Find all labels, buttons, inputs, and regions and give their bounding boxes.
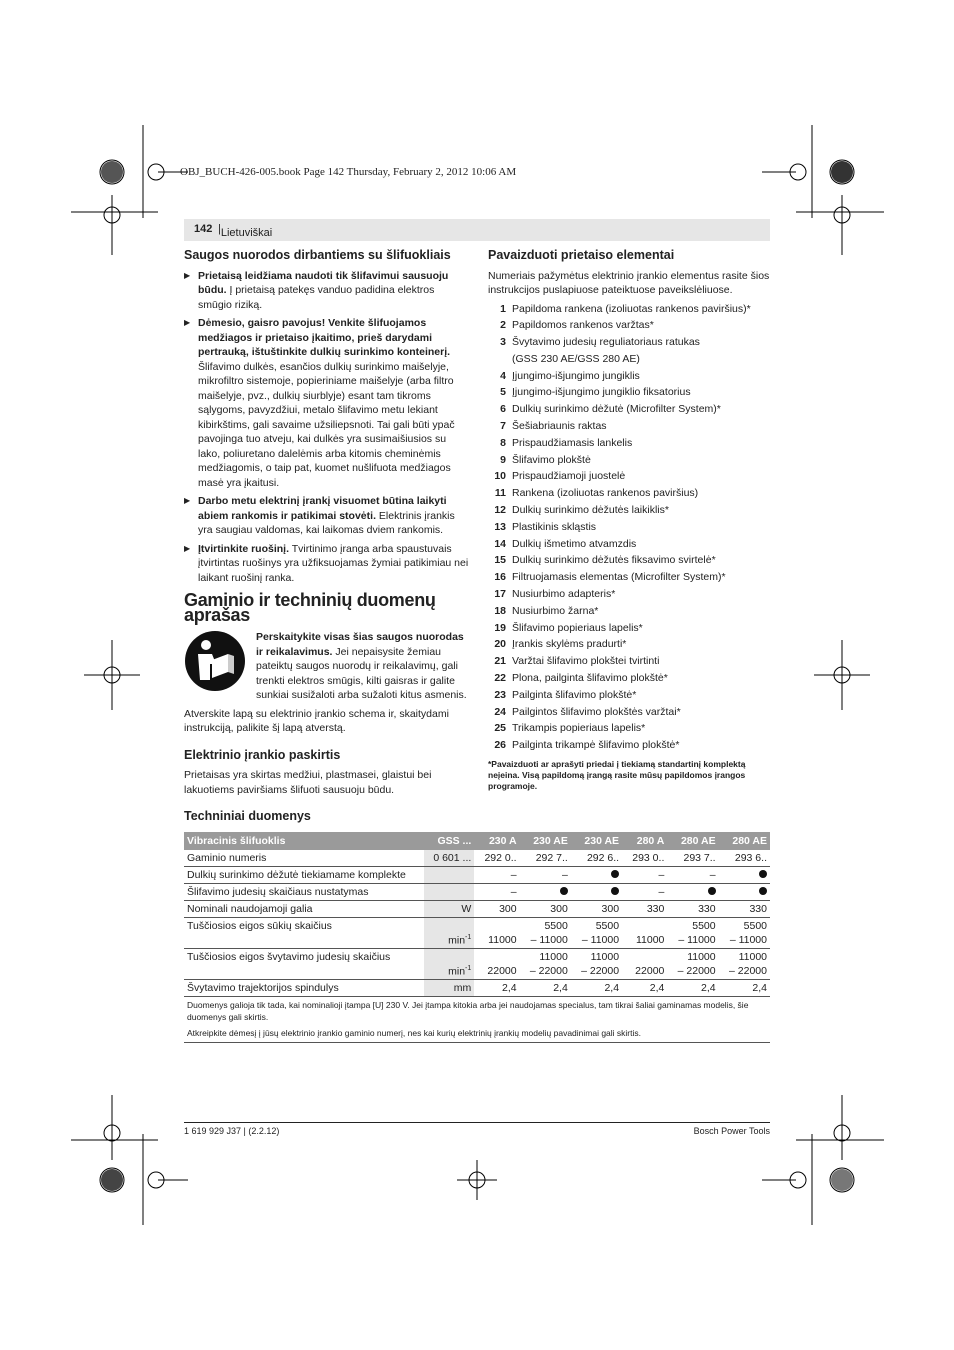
list-item: 4 Įjungimo-išjungimo jungiklis <box>500 369 640 382</box>
included-dot <box>759 887 767 895</box>
list-item: 8 Prispaudžiamasis lankelis <box>500 436 633 449</box>
bullet-secure-workpiece: ▶ Įtvirtinkite ruošinį. Tvirtinimo įranga arba spaustuvais įtvirtintas ruošinys yra užfiksuojamas žymiai patikimiau nei laikant ruošinį ranka. <box>184 542 469 586</box>
table-note-2: Atkreipkite dėmesį į jūsų elektrinio įrankio gaminio numerį, nes kai kurių elektrinių įrankių modelių pavadinimai gali skirtis. <box>184 1024 770 1043</box>
list-item: 23 Pailginta šlifavimo plokštė* <box>494 688 637 701</box>
included-dot <box>759 870 767 878</box>
left-column <box>184 248 469 801</box>
list-item: 2 Papildomos rankenos varžtas* <box>500 319 654 332</box>
list-item: 22 Plona, pailginta šlifavimo plokštė* <box>494 672 668 685</box>
tech-data-table <box>184 832 770 1043</box>
read-instructions-block: Perskaitykite visas šias saugos nuorodas ir reikalavimus. Jei nepaisysite žemiau pateiktų saugos nuorodų ir reikalavimų, gali trenkti elektros smūgis, kilti gaisras ir galite sunkiai susižaloti arba sužaloti kitus asmenis. <box>184 630 469 703</box>
list-item: 11 Rankena (izoliuotas rankenos paviršius) <box>494 487 699 500</box>
table-note: Duomenys galioja tik tada, kai nominalioji įtampa [U] 230 V. Jei įtampa kitokia arba jei naudojamas specialus, tam tikrai šaliai gaminamas modelis, šie duomenys gali skirtis. <box>187 1000 749 1022</box>
table-row: Šlifavimo judesių skaičiaus nustatymas – – <box>184 884 770 901</box>
footer-rule <box>184 1122 770 1123</box>
list-item: 5 Įjungimo-išjungimo jungiklio fiksatorius <box>500 386 691 399</box>
list-item: 25 Trikampis popieriaus lapelis* <box>494 722 646 735</box>
table-row: Švytavimo trajektorijos spindulys mm 2,4 2,4 2,4 2,4 2,4 2,4 <box>184 980 770 997</box>
table-row: Dulkių surinkimo dėžutė tiekiamame komplekte – – – – <box>184 867 770 884</box>
bullet-dry-sanding: ▶ Prietaisą leidžiama naudoti tik šlifavimui sausuoju būdu. Į prietaisą patekęs vanduo padidina elektros smūgio riziką. <box>184 269 469 313</box>
list-item: 3 Švytavimo judesių reguliatoriaus ratukas <box>500 336 700 349</box>
list-item: 7 Šešiabriaunis raktas <box>500 420 607 433</box>
page-header <box>184 219 770 241</box>
column-header: 230 A <box>474 832 519 850</box>
list-item: 10 Prispaudžiamoji juostelė <box>494 470 626 483</box>
column-header: 280 A <box>622 832 667 850</box>
read-manual-icon <box>184 630 246 692</box>
table-row: Nominali naudojamoji galia W 300 300 300 330 330 330 <box>184 901 770 918</box>
table-row: Tuščiosios eigos švytavimo judesių skaičius $\min^{-1}$ 22000 11000 – 22000 11000 – 22000 22000 11000 – 22000 11000 – 22000 <box>184 949 770 980</box>
list-item: (GSS 230 AE/GSS 280 AE) <box>512 352 640 365</box>
section-title: Gaminio ir techninių duomenų aprašas <box>184 590 436 625</box>
list-item: 9 Šlifavimo plokštė <box>500 453 591 466</box>
list-item: 6 Dulkių surinkimo dėžutė (Microfilter System)* <box>500 403 721 416</box>
list-item: 13 Plastikinis skląstis <box>494 520 597 533</box>
list-item: 18 Nusiurbimo žarna* <box>494 604 599 617</box>
page-number: 142 <box>194 223 213 235</box>
components-intro: Numeriais pažymėtus elektrinio įrankio elementus rasite šios instrukcijos puslapiuose pateiktuose paveikslėliuose. <box>488 269 770 296</box>
intended-use-text: Prietaisas yra skirtas medžiui, plastmasei, glaistui bei lakuotiems paviršiams šlifuoti sausuoju būdu. <box>184 769 432 796</box>
bullet-two-hands: ▶ Darbo metu elektrinį įrankį visuomet būtina laikyti abiem rankomis ir patikimai stovėti. Elektrinis įrankis yra saugiau valdomas, kai laikomas dviem rankomis. <box>184 494 469 538</box>
included-dot <box>708 887 716 895</box>
components-title: Pavaizduoti prietaiso elementai <box>488 248 675 262</box>
right-column <box>488 248 770 792</box>
table-row: Gaminio numeris 0 601 ... 292 0.. 292 7.. 292 6.. 293 0.. 293 7.. 293 6.. <box>184 850 770 867</box>
brand-footer: Bosch Power Tools <box>693 1126 770 1136</box>
list-item: 15 Dulkių surinkimo dėžutės fiksavimo svirtelė* <box>494 554 716 567</box>
list-item: 19 Šlifavimo popieriaus lapelis* <box>494 621 643 634</box>
column-header: 230 AE <box>520 832 571 850</box>
list-item: 16 Filtruojamasis elementas (Microfilter System)* <box>494 571 726 584</box>
intended-use-title: Elektrinio įrankio paskirtis <box>184 747 341 762</box>
print-info-line: OBJ_BUCH-426-005.book Page 142 Thursday, February 2, 2012 10:06 AM <box>180 166 517 178</box>
table-row: Tuščiosios eigos sūkių skaičius $\min^{-1}$ 11000 5500 – 11000 5500 – 11000 11000 5500 – 11000 5500 – 11000 <box>184 918 770 949</box>
open-page-note: Atverskite lapą su elektrinio įrankio schema ir, skaitydami instrukciją, palikite šį lapą atverstą. <box>184 707 449 734</box>
accessories-footnote: *Pavaizduoti ar aprašyti priedai į tiekiamą standartinį komplektą neįeina. Visą papildomą įrangą rasite mūsų papildomos įrangos programoje. <box>488 759 746 792</box>
list-item: 17 Nusiurbimo adapteris* <box>494 588 616 601</box>
column-header: GSS ... <box>424 832 474 850</box>
safety-title: Saugos nuorodos dirbantiems su šlifuokliais <box>184 248 451 262</box>
list-item: 24 Pailgintos šlifavimo plokštės varžtai* <box>494 705 681 718</box>
included-dot <box>611 887 619 895</box>
tech-data-title: Techniniai duomenys <box>184 809 311 823</box>
components-list <box>488 302 770 756</box>
doc-number: 1 619 929 J37 | (2.2.12) <box>184 1126 280 1136</box>
list-item: 12 Dulkių surinkimo dėžutės laikiklis* <box>494 504 669 517</box>
language-label: | Lietuviškai <box>218 223 273 239</box>
column-header: 280 AE <box>667 832 718 850</box>
included-dot <box>560 887 568 895</box>
table-header-row <box>184 832 770 850</box>
list-item: 14 Dulkių išmetimo atvamzdis <box>494 537 637 550</box>
list-item: 26 Pailginta trikampė šlifavimo plokštė* <box>494 739 680 752</box>
bullet-fire-risk: ▶ Dėmesio, gaisro pavojus! Venkite šlifuojamos medžiagos ir prietaiso įkaitimo, prieš darydami pertrauką, ištuštinkite dulkių surinkimo konteinerį. Šlifavimo dulkės, esančios dulkių surinkimo maišelyje, mikrofiltro sistemoje, popieriniame maišelyje (arba filtro maišelyje, pvz., dulkių siurblyje) esant tam tikroms sąlygoms, pavyzdžiui, metalo šlifavimo metu lekiant kibirkštims, gali savaime užsiliepsnoti. Tai gali būti ypač pavojinga tuo atveju, kai dulkės yra susimaišiusios su lako, poliuretano dalelėmis arba kitomis cheminėmis medžiagomis, o taip pat, kuomet nušlifuota medžiagos masė yra įkaitusi. <box>184 316 469 490</box>
list-item: 20 Įrankis skylėms pradurti* <box>494 638 627 651</box>
column-header: 230 AE <box>571 832 622 850</box>
column-header: 280 AE <box>719 832 770 850</box>
column-header: Vibracinis šlifuoklis <box>184 832 424 850</box>
list-item: 21 Varžtai šlifavimo plokštei tvirtinti <box>494 655 660 668</box>
included-dot <box>611 870 619 878</box>
list-item: 1 Papildoma rankena (izoliuotas rankenos paviršius)* <box>500 302 751 315</box>
